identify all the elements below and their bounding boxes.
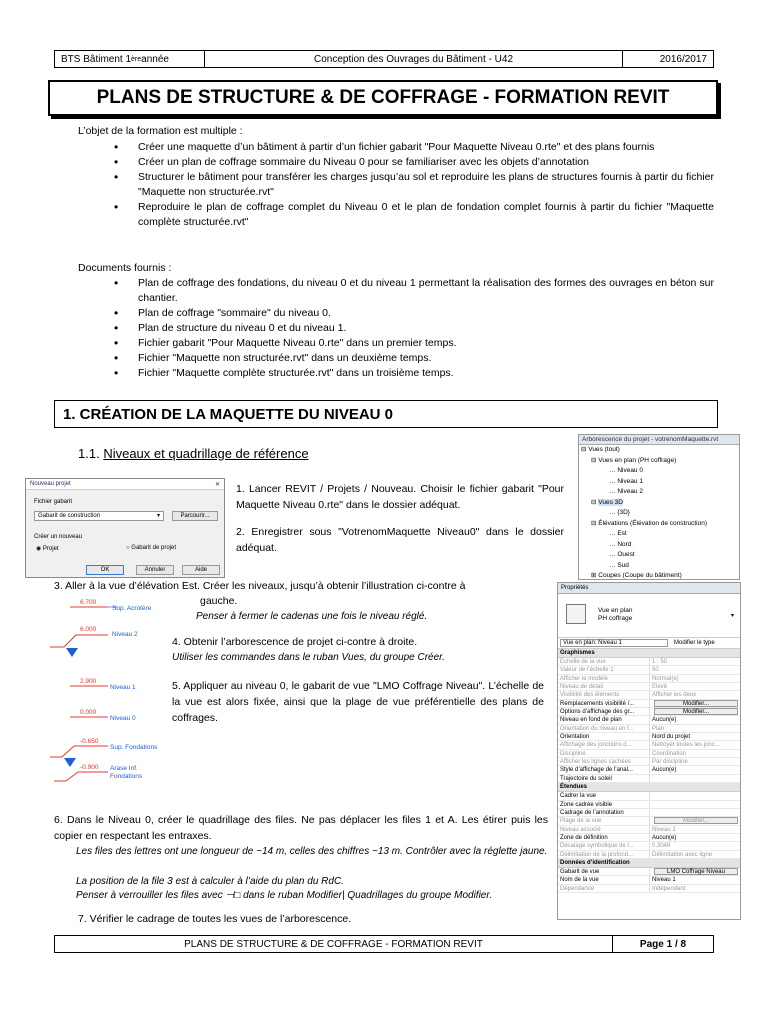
level-line bbox=[54, 772, 108, 781]
gabarit-select[interactable]: Gabarit de construction ▾ bbox=[34, 511, 164, 521]
tree-item[interactable]: ⊞ Coupes (Coupe du bâtiment) bbox=[591, 572, 682, 579]
tree-item[interactable]: … Est bbox=[609, 530, 627, 537]
ok-button[interactable]: OK bbox=[86, 565, 124, 575]
level-name: Niveau 1 bbox=[110, 684, 136, 691]
property-edit-button[interactable]: LMO Coffrage Niveau bbox=[654, 868, 738, 875]
list-item: • Reproduire le plan de coffrage complet du Niveau 0 et le plan de fondation complet fournis à partir du fichier "Maquette complète structurée.rvt" bbox=[114, 200, 714, 230]
section-heading: 1. CRÉATION DE LA MAQUETTE DU NIVEAU 0 bbox=[54, 400, 718, 428]
step-3-cont: gauche. bbox=[200, 595, 238, 607]
chevron-down-icon: ▾ bbox=[156, 513, 160, 519]
subsection-heading: 1.1. Niveaux et quadrillage de référence bbox=[78, 446, 309, 461]
list-item: • Fichier "Maquette complète structurée.rvt" dans un troisième temps. bbox=[114, 366, 714, 381]
level-marker bbox=[66, 648, 78, 657]
documents-list bbox=[114, 276, 714, 381]
property-edit-button[interactable]: Modifier... bbox=[654, 708, 738, 715]
property-row[interactable]: Style d’affichage de l’anal... Aucun(e) bbox=[558, 766, 740, 774]
page-title: PLANS DE STRUCTURE & DE COFFRAGE - FORMATION REVIT bbox=[48, 80, 718, 116]
property-value: Délimitation avec ligne bbox=[652, 851, 713, 858]
step-7: 7. Vérifier le cadrage de toutes les vues de l’arborescence. bbox=[78, 913, 352, 925]
tree-item[interactable]: ⊟ Vues 3D bbox=[591, 498, 623, 506]
cancel-button[interactable]: Annuler bbox=[136, 565, 174, 575]
property-value: Indépendant bbox=[652, 885, 686, 892]
property-value: 50 bbox=[652, 667, 659, 674]
properties-title: Propriétés bbox=[558, 583, 740, 594]
property-value: Nettoyer toutes les jonc... bbox=[652, 742, 720, 749]
property-row[interactable]: Orientation Nord du projet bbox=[558, 733, 740, 741]
level-name: Sup. Fondations bbox=[110, 744, 158, 751]
step-3-note: Penser à fermer le cadenas une fois le niveau réglé. bbox=[196, 611, 428, 622]
group-identity[interactable]: Données d’identification bbox=[558, 859, 740, 868]
level-name: Niveau 2 bbox=[112, 631, 138, 638]
list-item: • Fichier gabarit "Pour Maquette Niveau 0.rte" dans un premier temps. bbox=[114, 336, 714, 351]
step-6-note-1: Les files des lettres ont une longueur de ~14 m, celles des chiffres ~13 m. Contrôler avec la réglette jaune. bbox=[76, 846, 548, 857]
property-row[interactable]: Affichage des jonctions d... Nettoyer toutes les jonc... bbox=[558, 741, 740, 749]
tree-item[interactable]: ⊟ Vues (tout) bbox=[581, 446, 620, 453]
header-year: 2016/2017 bbox=[659, 53, 707, 65]
property-value: Plan bbox=[652, 725, 665, 732]
property-value: Élevé bbox=[652, 684, 668, 691]
step-6-note-2: La position de la file 3 est à calculer à l’aide du plan du RdC. bbox=[76, 876, 344, 887]
property-row[interactable]: Échelle de la vue 1 : 50 bbox=[558, 658, 740, 666]
list-item: • Créer une maquette d’un bâtiment à partir d’un fichier gabarit "Pour Maquette Niveau 0.rte" et des plans fournis bbox=[114, 140, 714, 155]
property-value: Par discipline bbox=[652, 759, 688, 766]
step-1: 1. Lancer REVIT / Projets / Nouveau. Choisir le fichier gabarit "Pour Maquette Niveau 0.rte" dans le dossier adéquat. bbox=[236, 483, 564, 511]
documents-intro: Documents fournis : bbox=[78, 262, 172, 274]
tree-item[interactable]: ⊟ Élévations (Élévation de construction) bbox=[591, 519, 708, 527]
property-row[interactable]: Gabarit de vue LMO Coffrage Niveau bbox=[558, 868, 740, 876]
property-value: Coordination bbox=[652, 750, 687, 757]
create-label: Créer un nouveau bbox=[34, 534, 83, 540]
tree-item[interactable]: … Niveau 0 bbox=[609, 467, 643, 474]
tree-item[interactable]: … Niveau 1 bbox=[609, 477, 643, 485]
property-value: 0.3048 bbox=[652, 843, 671, 850]
list-item: • Créer un plan de coffrage sommaire du Niveau 0 pour se familiariser avec les objets d’annotation bbox=[114, 155, 714, 170]
level-value: 6.000 bbox=[80, 626, 97, 633]
level-value: 0.000 bbox=[80, 709, 97, 716]
level-value: 6.700 bbox=[80, 599, 97, 606]
property-value: Aucun(e) bbox=[652, 834, 677, 841]
new-project-dialog bbox=[25, 478, 225, 578]
levels-diagram bbox=[50, 595, 180, 785]
tree-item[interactable]: ⊟ Vues en plan (PH coffrage) bbox=[591, 456, 677, 464]
radio-template[interactable]: ○ Gabarit de projet bbox=[126, 545, 176, 551]
page-number: Page 1 / 8 bbox=[639, 938, 687, 950]
level-value: -0.650 bbox=[80, 738, 99, 745]
level-value: -0.900 bbox=[80, 764, 99, 771]
property-row[interactable]: Afficher le modèle Normal(e) bbox=[558, 675, 740, 683]
property-row[interactable]: Zone cadrée visible bbox=[558, 801, 740, 809]
property-row[interactable]: Dépendance Indépendant bbox=[558, 885, 740, 893]
edit-type-button[interactable]: Modifier le type bbox=[674, 640, 715, 646]
property-row[interactable]: Nom de la vue Niveau 1 bbox=[558, 876, 740, 884]
step-3: 3. Aller à la vue d’élévation Est. Créer les niveaux, jusqu’à obtenir l’illustration ci-contre à bbox=[54, 580, 466, 592]
tree-item[interactable]: … Niveau 2 bbox=[609, 488, 643, 495]
property-row[interactable]: Zone de définition Aucun(e) bbox=[558, 834, 740, 842]
step-4: 4. Obtenir l’arborescence de projet ci-contre à droite. bbox=[172, 636, 418, 648]
property-value: Niveau 1 bbox=[652, 877, 676, 884]
tree-item[interactable]: … Ouest bbox=[609, 551, 635, 558]
property-row[interactable]: Afficher les lignes cachées Par discipline bbox=[558, 758, 740, 766]
property-edit-button[interactable]: Modifier... bbox=[654, 817, 738, 824]
step-2: 2. Enregistrer sous "VotrenomMaquette Niveau0" dans le dossier adéquat. bbox=[236, 526, 564, 554]
close-icon[interactable]: ✕ bbox=[214, 481, 220, 488]
step-6: 6. Dans le Niveau 0, créer le quadrillage des files. Ne pas déplacer les files 1 et A. Les étirer puis les copier en respectant les entraxes. bbox=[54, 814, 548, 842]
property-row[interactable]: Valeur de l’échelle 1: 50 bbox=[558, 666, 740, 674]
level-line bbox=[50, 746, 108, 757]
list-item: • Structurer le bâtiment pour transférer les charges jusqu’au sol et reproduire les plans de structures fournis à partir du fichier "Maquette non structurée.rvt" bbox=[114, 170, 714, 200]
objectives-list bbox=[114, 140, 714, 230]
property-row[interactable]: Niveau associé Niveau 1 bbox=[558, 826, 740, 834]
property-value: Normal(e) bbox=[652, 675, 679, 682]
level-line bbox=[50, 635, 108, 647]
property-value: Aucun(e) bbox=[652, 717, 677, 724]
group-graphics[interactable]: Graphismes bbox=[558, 649, 740, 658]
list-item: • Fichier "Maquette non structurée.rvt" dans un deuxième temps. bbox=[114, 351, 714, 366]
property-row[interactable]: Plage de la vue Modifier... bbox=[558, 817, 740, 825]
property-row[interactable]: Cadrage de l’annotation bbox=[558, 809, 740, 817]
property-value: Afficher les deux bbox=[652, 692, 697, 699]
step-4-note: Utiliser les commandes dans le ruban Vues, du groupe Créer. bbox=[172, 652, 445, 663]
property-row[interactable]: Trajectoire du soleil bbox=[558, 775, 740, 783]
property-row[interactable]: Niveau de détail Élevé bbox=[558, 683, 740, 691]
level-name: Sup. Acrotère bbox=[112, 605, 152, 612]
property-row[interactable]: Niveau en fond de plan Aucun(e) bbox=[558, 716, 740, 724]
page-footer bbox=[54, 935, 714, 953]
level-name: Arase Inf. bbox=[110, 765, 138, 772]
browse-button[interactable]: Parcourir... bbox=[172, 511, 218, 521]
page-header bbox=[54, 50, 714, 68]
lock-icon: ⊣□ bbox=[225, 890, 241, 901]
property-row[interactable]: Discipline Coordination bbox=[558, 750, 740, 758]
property-value: 1 : 50 bbox=[652, 659, 668, 665]
tree-item[interactable]: … Sud bbox=[609, 561, 629, 569]
level-marker bbox=[64, 758, 76, 767]
property-row[interactable]: Remplacements visibilité /... Modifier... bbox=[558, 700, 740, 708]
floor-plan-icon bbox=[566, 604, 586, 624]
property-value: Nord du projet bbox=[652, 734, 691, 741]
header-course: Conception des Ouvrages du Bâtiment - U42 bbox=[205, 51, 623, 67]
dialog-title: Nouveau projet bbox=[30, 481, 71, 487]
footer-title: PLANS DE STRUCTURE & DE COFFRAGE - FORMATION REVIT bbox=[55, 936, 613, 952]
help-button[interactable]: Aide bbox=[182, 565, 220, 575]
property-value: Niveau 1 bbox=[652, 826, 676, 833]
property-edit-button[interactable]: Modifier... bbox=[654, 700, 738, 707]
property-row[interactable]: Décalage symbolique de l... 0.3048 bbox=[558, 842, 740, 850]
property-row[interactable]: Options d’affichage des gr... Modifier... bbox=[558, 708, 740, 716]
step-6-note-3: Penser à verrouiller les files avec ⊣□ dans le ruban Modifier| Quadrillages du groupe Modifier. bbox=[76, 890, 493, 901]
property-row[interactable]: Délimitation de la profond... Délimitation avec ligne bbox=[558, 851, 740, 859]
chevron-down-icon: ▾ bbox=[730, 613, 734, 619]
level-value: 2.900 bbox=[80, 678, 97, 685]
tree-item[interactable]: … {3D} bbox=[609, 509, 630, 516]
radio-project[interactable]: ◉ Projet bbox=[36, 546, 59, 552]
objectives-intro: L’objet de la formation est multiple : bbox=[78, 125, 243, 137]
tree-item[interactable]: … Nord bbox=[609, 540, 632, 548]
property-value: Aucun(e) bbox=[652, 767, 677, 774]
properties-palette bbox=[557, 582, 741, 920]
list-item: • Plan de coffrage "sommaire" du niveau 0. bbox=[114, 306, 714, 321]
level-name: Niveau 0 bbox=[110, 715, 136, 722]
level-name: Fondations bbox=[110, 773, 143, 780]
list-item: • Plan de structure du niveau 0 et du niveau 1. bbox=[114, 321, 714, 336]
browser-title: Arborescence du projet - votrenomMaquette.rvt bbox=[579, 435, 739, 445]
project-browser bbox=[578, 434, 740, 580]
property-row[interactable]: Cadrer la vue bbox=[558, 792, 740, 800]
gabarit-label: Fichier gabarit bbox=[34, 499, 73, 505]
property-row[interactable]: Orientation du niveau en f... Plan bbox=[558, 725, 740, 733]
step-5: 5. Appliquer au niveau 0, le gabarit de vue "LMO Coffrage Niveau". L’échelle de la vue est alors fixée, ainsi que la plage de vue préférentielle des plans de coffrages. bbox=[172, 680, 544, 724]
property-row[interactable]: Visibilité des éléments Afficher les deux bbox=[558, 691, 740, 699]
header-class: BTS Bâtiment 1 ère année bbox=[55, 51, 205, 67]
group-extents[interactable]: Étendues bbox=[558, 783, 740, 792]
list-item: • Plan de coffrage des fondations, du niveau 0 et du niveau 1 permettant la réalisation des formes des ouvrages en béton sur chantier. bbox=[114, 276, 714, 306]
instance-select[interactable]: Vue en plan: Niveau 1 bbox=[560, 639, 668, 647]
type-selector[interactable]: Vue en plan PH coffrage ▾ bbox=[558, 594, 740, 638]
